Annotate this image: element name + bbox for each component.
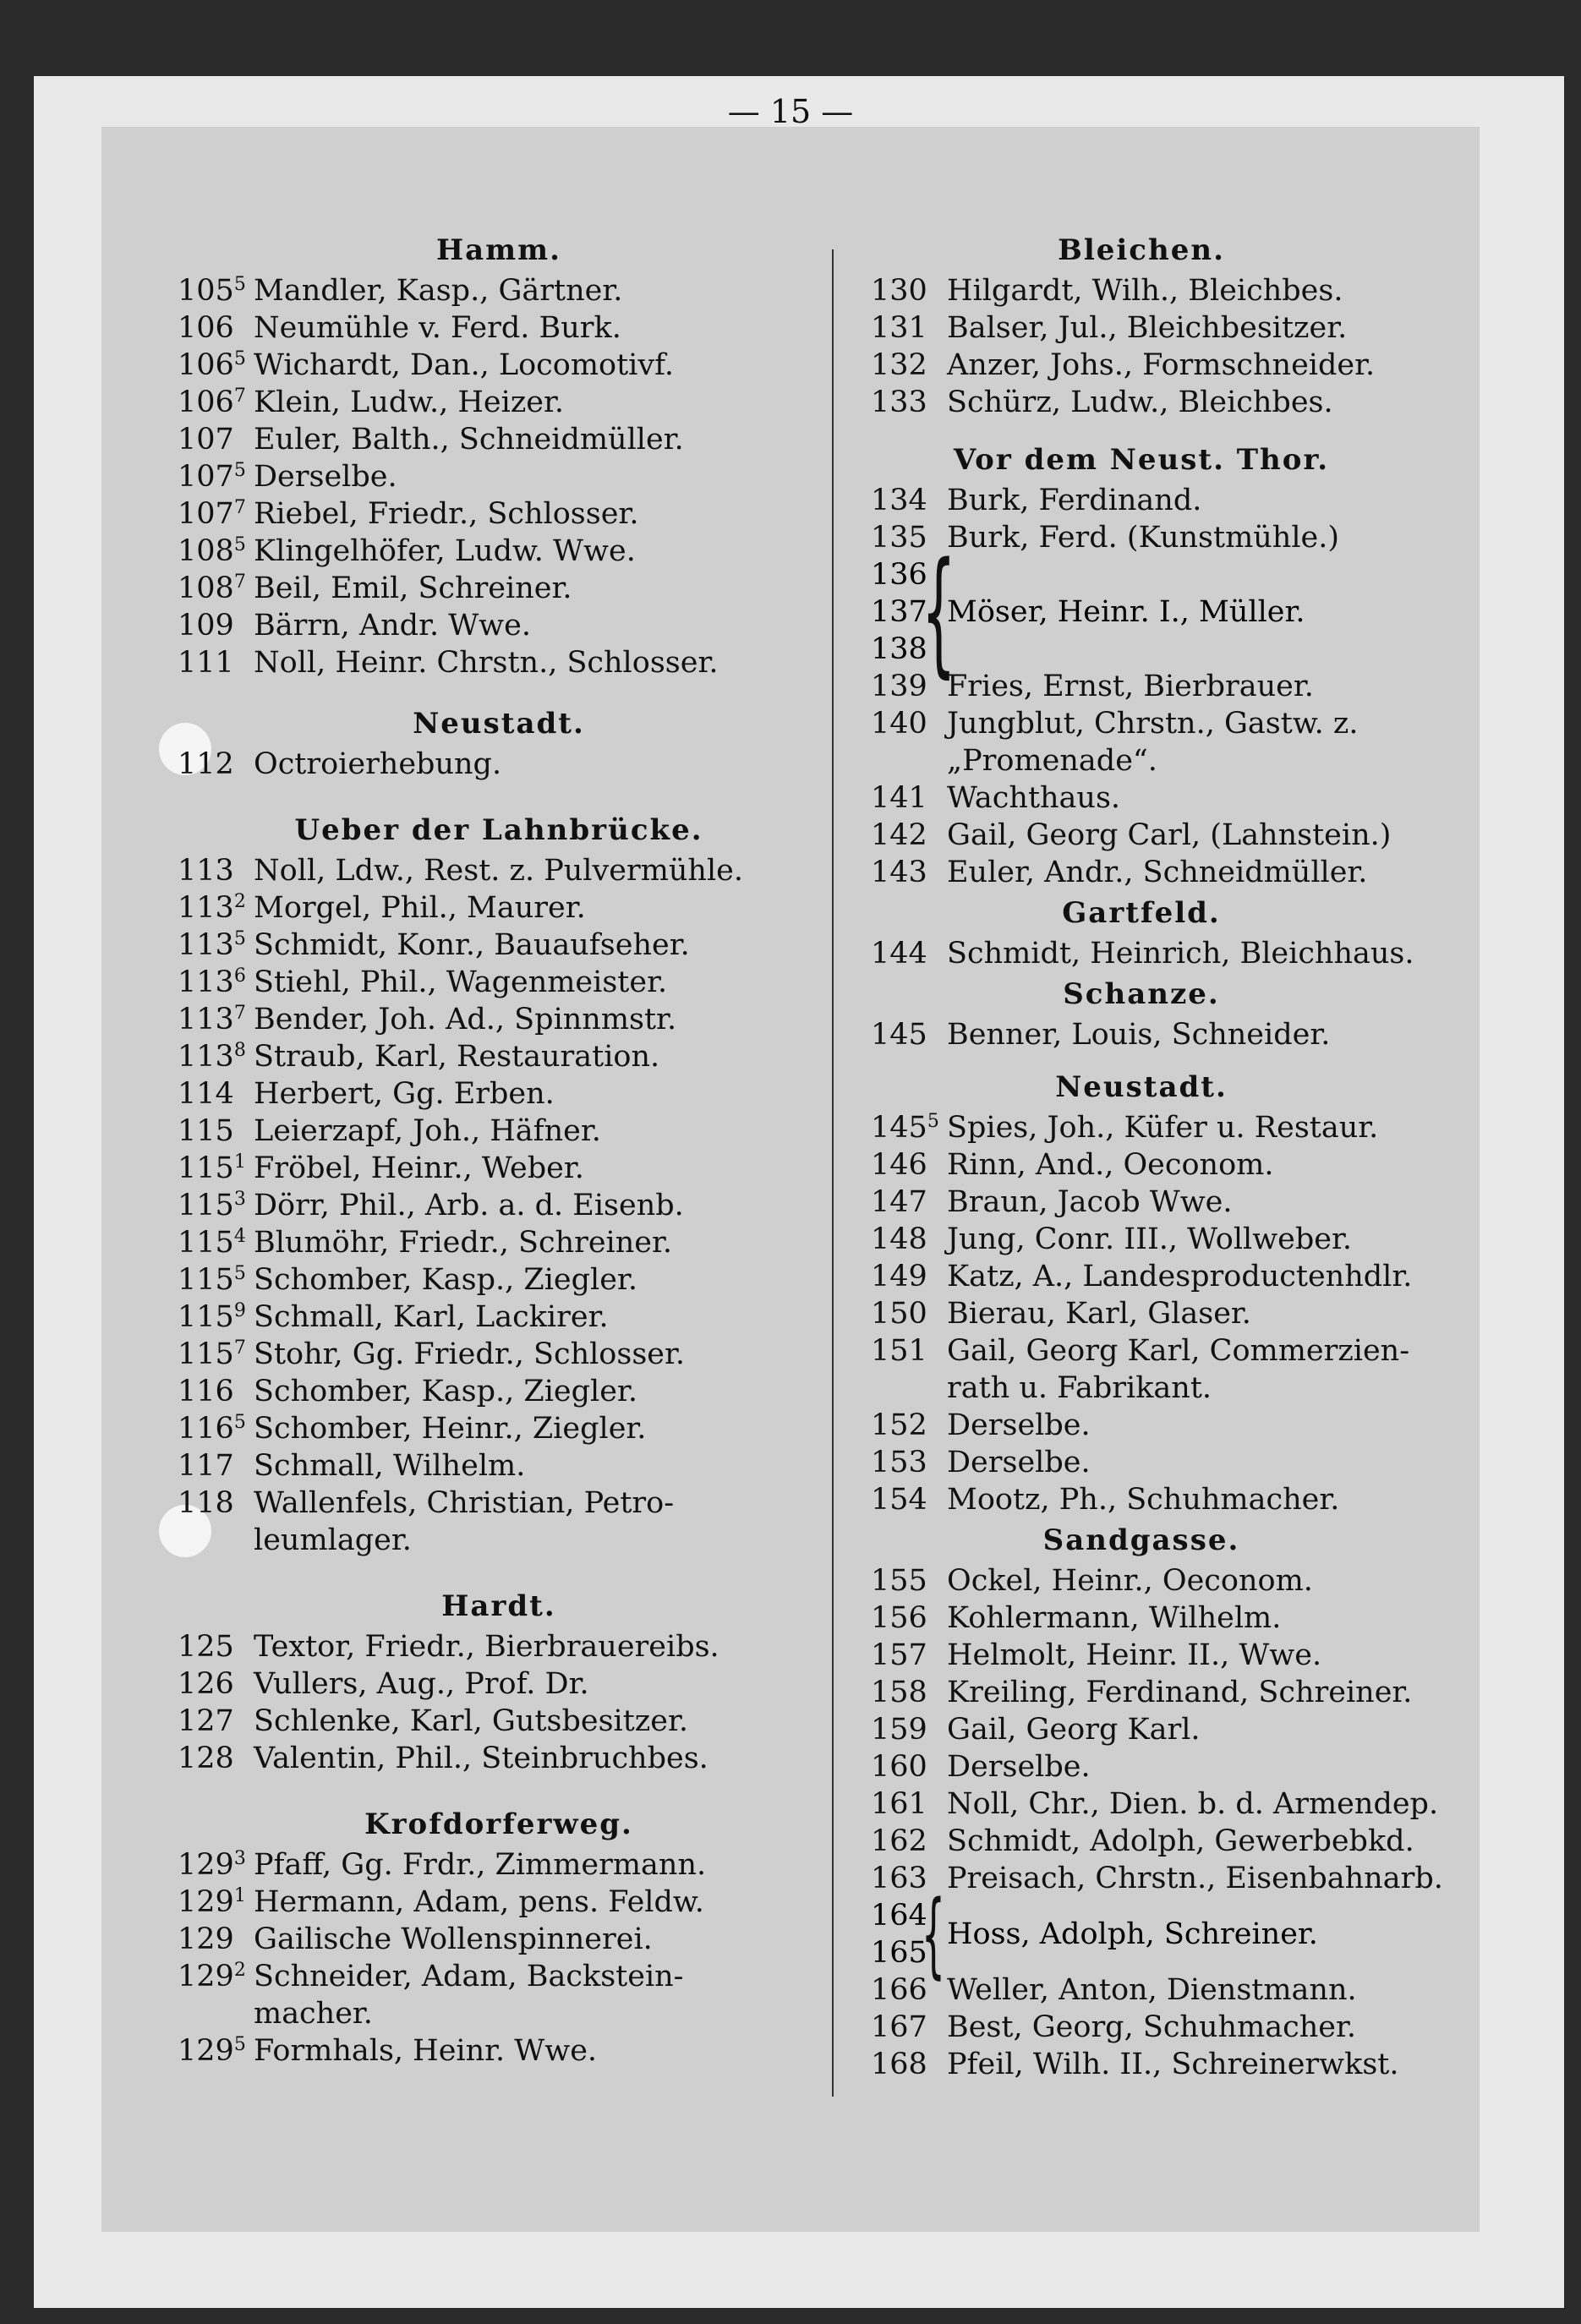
resident-text: Noll, Ldw., Rest. z. Pulvermühle. xyxy=(254,854,744,888)
house-number-suffix: 7 xyxy=(233,1003,246,1024)
resident-text-continued: leumlager. xyxy=(254,1523,412,1557)
house-number: 151 xyxy=(871,1334,927,1368)
house-number-suffix: 3 xyxy=(233,1848,246,1869)
house-number: 165 xyxy=(871,1936,927,1970)
directory-entry xyxy=(178,1038,820,1075)
house-number: 150 xyxy=(871,1297,927,1331)
brace-icon: { xyxy=(922,533,956,691)
directory-entry xyxy=(178,347,820,384)
house-number: 132 xyxy=(871,348,927,382)
spacer xyxy=(178,681,820,702)
directory-entry xyxy=(178,1224,820,1261)
house-number: 143 xyxy=(871,856,927,889)
directory-entry xyxy=(178,1846,820,1884)
house-number: 118 xyxy=(178,1486,234,1520)
resident-text: Schlenke, Karl, Gutsbesitzer. xyxy=(254,1704,688,1738)
resident-text: Stiehl, Phil., Wagenmeister. xyxy=(254,965,668,999)
directory-entry xyxy=(871,1407,1412,1444)
directory-entry xyxy=(871,309,1412,347)
section-title: Ueber der Lahnbrücke. xyxy=(294,813,703,847)
house-number: 161 xyxy=(871,1787,927,1821)
directory-entry xyxy=(871,817,1412,854)
house-number: 117 xyxy=(178,1449,234,1483)
house-number: $106^7$ xyxy=(178,386,246,419)
house-number-suffix: 7 xyxy=(233,497,246,518)
directory-entry xyxy=(871,2009,1412,2046)
directory-entry xyxy=(871,1146,1412,1184)
house-number-suffix: 5 xyxy=(233,534,246,555)
resident-text: Euler, Andr., Schneidmüller. xyxy=(947,856,1368,889)
house-number: 116 xyxy=(178,1375,234,1408)
house-number: $115^7$ xyxy=(178,1337,246,1371)
house-number: 129 xyxy=(178,1922,234,1956)
directory-entry xyxy=(871,1562,1412,1599)
resident-text: Klein, Ludw., Heizer. xyxy=(254,386,565,419)
house-number-suffix: 2 xyxy=(233,1960,246,1981)
directory-entry xyxy=(871,705,1412,742)
house-number: 145 xyxy=(871,1018,927,1052)
directory-entry xyxy=(178,1373,820,1410)
resident-text-continued: macher. xyxy=(254,1997,373,2031)
house-number: 133 xyxy=(871,386,927,419)
directory-entry xyxy=(871,1823,1412,1860)
house-number-suffix: 4 xyxy=(233,1226,246,1247)
resident-text: Wachthaus. xyxy=(947,781,1121,815)
directory-entry xyxy=(871,1258,1412,1295)
directory-entry xyxy=(178,1336,820,1373)
house-number-suffix: 5 xyxy=(233,348,246,369)
column-divider xyxy=(832,249,834,2097)
house-number: $113^2$ xyxy=(178,891,246,925)
resident-text: Straub, Karl, Restauration. xyxy=(254,1040,660,1074)
section-title: Sandgasse. xyxy=(1042,1523,1240,1557)
left-column xyxy=(178,228,820,2070)
spacer xyxy=(178,783,820,808)
house-number: $107^7$ xyxy=(178,497,246,531)
spacer xyxy=(871,1053,1412,1065)
directory-entry xyxy=(871,1637,1412,1674)
house-number-suffix: 9 xyxy=(233,1300,246,1321)
section-title: Hamm. xyxy=(436,233,561,267)
house-number: 125 xyxy=(178,1630,234,1664)
directory-entry xyxy=(871,384,1412,421)
house-number: 131 xyxy=(871,311,927,345)
directory-entry xyxy=(178,1410,820,1447)
page-number: — 15 — xyxy=(727,93,854,130)
house-number: 127 xyxy=(178,1704,234,1738)
house-number: 113 xyxy=(178,854,234,888)
directory-entry xyxy=(178,1884,820,1921)
house-number: $106^5$ xyxy=(178,348,246,382)
section-title: Bleichen. xyxy=(1058,233,1225,267)
house-number-suffix: 5 xyxy=(233,460,246,481)
house-number: $113^8$ xyxy=(178,1040,246,1074)
house-number: 157 xyxy=(871,1638,927,1672)
house-number: 153 xyxy=(871,1446,927,1479)
resident-text: Derselbe. xyxy=(254,460,397,494)
directory-entry xyxy=(178,607,820,644)
section-title: Krofdorferweg. xyxy=(364,1807,633,1841)
house-number: 111 xyxy=(178,646,234,680)
resident-text: Bärrn, Andr. Wwe. xyxy=(254,609,531,643)
resident-text: Balser, Jul., Bleichbesitzer. xyxy=(947,311,1348,345)
resident-text: Stohr, Gg. Friedr., Schlosser. xyxy=(254,1337,686,1371)
house-number: 137 xyxy=(871,595,927,629)
resident-text: Octroierhebung. xyxy=(254,747,502,781)
resident-text: Schmall, Wilhelm. xyxy=(254,1449,526,1483)
house-number: 115 xyxy=(178,1114,234,1148)
resident-text: Riebel, Friedr., Schlosser. xyxy=(254,497,639,531)
resident-text: Hilgardt, Wilh., Bleichbes. xyxy=(947,274,1343,308)
directory-entry xyxy=(178,1447,820,1485)
house-number: 149 xyxy=(871,1260,927,1293)
section-title: Gartfeld. xyxy=(1062,896,1221,930)
resident-text: Gail, Georg Karl. xyxy=(947,1713,1201,1747)
house-number: 155 xyxy=(871,1564,927,1598)
resident-text: Braun, Jacob Wwe. xyxy=(947,1185,1233,1219)
house-number-suffix: 5 xyxy=(233,1263,246,1284)
house-number: 154 xyxy=(871,1483,927,1517)
house-number: 139 xyxy=(871,670,927,703)
house-number-suffix: 1 xyxy=(233,1151,246,1173)
directory-entry xyxy=(178,570,820,607)
resident-text: Burk, Ferdinand. xyxy=(947,484,1202,517)
resident-text: Gailische Wollenspinnerei. xyxy=(254,1922,653,1956)
house-number-suffix: 7 xyxy=(233,1337,246,1359)
house-number: 106 xyxy=(178,311,234,345)
brace-icon: { xyxy=(922,1880,945,1988)
house-number: 109 xyxy=(178,609,234,643)
house-number: $115^3$ xyxy=(178,1189,246,1222)
house-number: 167 xyxy=(871,2010,927,2044)
resident-text: Helmolt, Heinr. II., Wwe. xyxy=(947,1638,1322,1672)
resident-text: Kohlermann, Wilhelm. xyxy=(947,1601,1282,1635)
directory-entry xyxy=(871,1971,1412,2009)
directory-entry xyxy=(178,533,820,570)
directory-entry xyxy=(871,1860,1443,1897)
resident-text: Spies, Joh., Küfer u. Restaur. xyxy=(947,1111,1379,1145)
house-number: 128 xyxy=(178,1742,234,1775)
section-title: Schanze. xyxy=(1063,977,1220,1011)
resident-text: Leierzapf, Joh., Häfner. xyxy=(254,1114,601,1148)
resident-text: Schmidt, Adolph, Gewerbebkd. xyxy=(947,1824,1414,1858)
directory-entry xyxy=(178,1261,820,1299)
house-number: 166 xyxy=(871,1973,927,2007)
resident-text: Gail, Georg Carl, (Lahnstein.) xyxy=(947,818,1392,852)
house-number: $108^7$ xyxy=(178,571,246,605)
spacer xyxy=(178,1777,820,1802)
resident-text: Hermann, Adam, pens. Feldw. xyxy=(254,1885,704,1919)
resident-text: Bierau, Karl, Glaser. xyxy=(947,1297,1251,1331)
house-number: 136 xyxy=(871,558,927,592)
house-number: 140 xyxy=(871,707,927,741)
resident-text: Mootz, Ph., Schuhmacher. xyxy=(947,1483,1340,1517)
directory-entry xyxy=(178,309,820,347)
house-number: 168 xyxy=(871,2048,927,2081)
directory-entry xyxy=(178,1628,820,1665)
house-number: $115^5$ xyxy=(178,1263,246,1297)
house-number: $113^5$ xyxy=(178,928,246,962)
resident-text: Kreiling, Ferdinand, Schreiner. xyxy=(947,1676,1413,1709)
resident-text: Textor, Friedr., Bierbrauereibs. xyxy=(254,1630,719,1664)
house-number: $115^4$ xyxy=(178,1226,246,1260)
directory-entry xyxy=(178,384,820,421)
resident-text: Hoss, Adolph, Schreiner. xyxy=(947,1917,1318,1951)
resident-text: Herbert, Gg. Erben. xyxy=(254,1077,555,1111)
resident-text: Schneider, Adam, Backstein- xyxy=(254,1960,684,1993)
directory-entry xyxy=(178,458,820,495)
resident-text: Klingelhöfer, Ludw. Wwe. xyxy=(254,534,636,568)
directory-entry xyxy=(871,1599,1412,1637)
directory-entry xyxy=(871,1444,1412,1481)
section-title: Vor dem Neust. Thor. xyxy=(953,443,1330,477)
resident-text: Anzer, Johs., Formschneider. xyxy=(947,348,1376,382)
directory-entry xyxy=(178,644,820,681)
directory-entry xyxy=(178,964,820,1001)
house-number: $129^2$ xyxy=(178,1960,246,1993)
house-number: 112 xyxy=(178,747,234,781)
directory-entry xyxy=(178,1921,820,1958)
directory-entry xyxy=(178,889,820,927)
resident-text: Rinn, And., Oeconom. xyxy=(947,1148,1274,1182)
directory-entry xyxy=(178,1485,820,1522)
directory-entry xyxy=(871,482,1412,519)
resident-text: Formhals, Heinr. Wwe. xyxy=(254,2034,598,2068)
house-number: $115^1$ xyxy=(178,1151,246,1185)
resident-text: Noll, Chr., Dien. b. d. Armendep. xyxy=(947,1787,1439,1821)
resident-text: Benner, Louis, Schneider. xyxy=(947,1018,1331,1052)
directory-entry xyxy=(871,779,1412,817)
house-number: 152 xyxy=(871,1408,927,1442)
directory-entry xyxy=(178,2032,820,2070)
section-title: Hardt. xyxy=(441,1589,556,1623)
directory-entry xyxy=(871,1481,1412,1518)
resident-text: Fröbel, Heinr., Weber. xyxy=(254,1151,584,1185)
directory-entry xyxy=(871,1016,1412,1053)
house-number: 135 xyxy=(871,521,927,555)
directory-entry xyxy=(178,1075,820,1113)
directory-entry xyxy=(178,1958,820,1995)
directory-entry xyxy=(178,495,820,533)
resident-text: Burk, Ferd. (Kunstmühle.) xyxy=(947,521,1340,555)
house-number: 142 xyxy=(871,818,927,852)
resident-text: Dörr, Phil., Arb. a. d. Eisenb. xyxy=(254,1189,684,1222)
house-number-suffix: 7 xyxy=(233,386,246,407)
house-number-suffix: 6 xyxy=(233,965,246,987)
directory-entry xyxy=(178,1665,820,1703)
house-number-suffix: 3 xyxy=(233,1189,246,1210)
resident-text-continued: rath u. Fabrikant. xyxy=(947,1371,1212,1405)
resident-text: Schomber, Kasp., Ziegler. xyxy=(254,1263,637,1297)
house-number-suffix: 5 xyxy=(233,2034,246,2055)
resident-text: Wallenfels, Christian, Petro- xyxy=(254,1486,675,1520)
house-number: 107 xyxy=(178,423,234,457)
resident-text: Neumühle v. Ferd. Burk. xyxy=(254,311,621,345)
resident-text: Jung, Conr. III., Wollweber. xyxy=(947,1222,1353,1256)
house-number: $145^5$ xyxy=(871,1111,939,1145)
resident-text: Möser, Heinr. I., Müller. xyxy=(947,595,1305,629)
resident-text: Wichardt, Dan., Locomotivf. xyxy=(254,348,674,382)
directory-entry xyxy=(871,2046,1412,2083)
directory-entry xyxy=(178,1299,820,1336)
directory-entry xyxy=(871,1674,1412,1711)
house-number: $115^9$ xyxy=(178,1300,246,1334)
house-number: 162 xyxy=(871,1824,927,1858)
house-number: 163 xyxy=(871,1862,927,1895)
directory-entry xyxy=(178,1703,820,1740)
directory-entry xyxy=(178,852,820,889)
house-number-suffix: 5 xyxy=(233,274,246,295)
house-number: $113^6$ xyxy=(178,965,246,999)
house-number: 159 xyxy=(871,1713,927,1747)
directory-entry xyxy=(871,1332,1412,1370)
section-title: Neustadt. xyxy=(1055,1070,1228,1104)
resident-text: Schmidt, Konr., Bauaufseher. xyxy=(254,928,690,962)
spacer xyxy=(871,421,1412,438)
house-number-suffix: 5 xyxy=(927,1111,939,1132)
house-number-suffix: 2 xyxy=(233,891,246,912)
house-number: 148 xyxy=(871,1222,927,1256)
directory-entry xyxy=(871,935,1412,972)
directory-entry xyxy=(871,854,1412,891)
house-number: $129^5$ xyxy=(178,2034,246,2068)
directory-entry xyxy=(178,1001,820,1038)
directory-entry xyxy=(178,1740,820,1777)
directory-entry xyxy=(178,1113,820,1150)
house-number: $105^5$ xyxy=(178,274,246,308)
resident-text: Mandler, Kasp., Gärtner. xyxy=(254,274,623,308)
house-number: 156 xyxy=(871,1601,927,1635)
spacer xyxy=(178,1559,820,1584)
house-number: 164 xyxy=(871,1899,927,1933)
resident-text: Valentin, Phil., Steinbruchbes. xyxy=(254,1742,708,1775)
resident-text: Beil, Emil, Schreiner. xyxy=(254,571,572,605)
resident-text: Schürz, Ludw., Bleichbes. xyxy=(947,386,1333,419)
house-number-suffix: 5 xyxy=(233,1412,246,1433)
house-number: 147 xyxy=(871,1185,927,1219)
resident-text: Schmidt, Heinrich, Bleichhaus. xyxy=(947,937,1414,971)
bracketed-entry xyxy=(871,1880,1412,1988)
resident-text: Pfeil, Wilh. II., Schreinerwkst. xyxy=(947,2048,1399,2081)
house-number-suffix: 8 xyxy=(233,1040,246,1061)
resident-text: Jungblut, Chrstn., Gastw. z. xyxy=(947,707,1359,741)
directory-entry xyxy=(178,272,820,309)
directory-entry xyxy=(871,1711,1412,1748)
directory-entry xyxy=(178,1150,820,1187)
directory-entry xyxy=(871,1184,1412,1221)
house-number: 146 xyxy=(871,1148,927,1182)
directory-entry xyxy=(871,272,1412,309)
house-number: $129^1$ xyxy=(178,1885,246,1919)
house-number-suffix: 7 xyxy=(233,571,246,593)
resident-text: Bender, Joh. Ad., Spinnmstr. xyxy=(254,1003,677,1036)
house-number: 144 xyxy=(871,937,927,971)
resident-text: Gail, Georg Karl, Commerzien- xyxy=(947,1334,1410,1368)
resident-text: Schomber, Heinr., Ziegler. xyxy=(254,1412,647,1446)
house-number: $108^5$ xyxy=(178,534,246,568)
house-number: 130 xyxy=(871,274,927,308)
resident-text: Weller, Anton, Dienstmann. xyxy=(947,1973,1357,2007)
house-number: 141 xyxy=(871,781,927,815)
resident-text: Blumöhr, Friedr., Schreiner. xyxy=(254,1226,673,1260)
house-number: $116^5$ xyxy=(178,1412,246,1446)
house-number-suffix: 5 xyxy=(233,928,246,949)
directory-entry xyxy=(178,421,820,458)
resident-text: Euler, Balth., Schneidmüller. xyxy=(254,423,684,457)
resident-text: Best, Georg, Schuhmacher. xyxy=(947,2010,1356,2044)
directory-entry xyxy=(871,1785,1439,1823)
resident-text: Preisach, Chrstn., Eisenbahnarb. xyxy=(947,1862,1443,1895)
directory-entry xyxy=(178,927,820,964)
resident-text: Pfaff, Gg. Frdr., Zimmermann. xyxy=(254,1848,707,1882)
house-number: 158 xyxy=(871,1676,927,1709)
resident-text: Derselbe. xyxy=(947,1750,1091,1784)
directory-entry xyxy=(871,1748,1412,1785)
resident-text: Noll, Heinr. Chrstn., Schlosser. xyxy=(254,646,719,680)
house-number-suffix: 1 xyxy=(233,1885,246,1906)
house-number: $129^3$ xyxy=(178,1848,246,1882)
house-number: $107^5$ xyxy=(178,460,246,494)
resident-text: Derselbe. xyxy=(947,1408,1091,1442)
house-number: 138 xyxy=(871,632,927,666)
house-number: 160 xyxy=(871,1750,927,1784)
bracket-numbers xyxy=(871,1897,927,1971)
house-number: 134 xyxy=(871,484,927,517)
resident-text: Fries, Ernst, Bierbrauer. xyxy=(947,670,1314,703)
resident-text: Schomber, Kasp., Ziegler. xyxy=(254,1375,637,1408)
resident-text: Katz, A., Landesproductenhdlr. xyxy=(947,1260,1413,1293)
house-number: $113^7$ xyxy=(178,1003,246,1036)
resident-text: Ockel, Heinr., Oeconom. xyxy=(947,1564,1313,1598)
resident-text: Morgel, Phil., Maurer. xyxy=(254,891,586,925)
directory-entry xyxy=(178,1187,820,1224)
resident-text-continued: „Promenade“. xyxy=(947,744,1157,778)
directory-entry xyxy=(871,347,1412,384)
directory-entry xyxy=(871,1221,1412,1258)
directory-entry xyxy=(871,1295,1412,1332)
house-number: 114 xyxy=(178,1077,234,1111)
directory-entry xyxy=(178,746,820,783)
bracket-numbers xyxy=(871,556,927,668)
directory-entry xyxy=(871,1109,1412,1146)
resident-text: Derselbe. xyxy=(947,1446,1091,1479)
section-title: Neustadt. xyxy=(413,707,585,741)
resident-text: Schmall, Karl, Lackirer. xyxy=(254,1300,609,1334)
house-number: 126 xyxy=(178,1667,234,1701)
resident-text: Vullers, Aug., Prof. Dr. xyxy=(254,1667,589,1701)
right-column xyxy=(871,228,1443,2083)
